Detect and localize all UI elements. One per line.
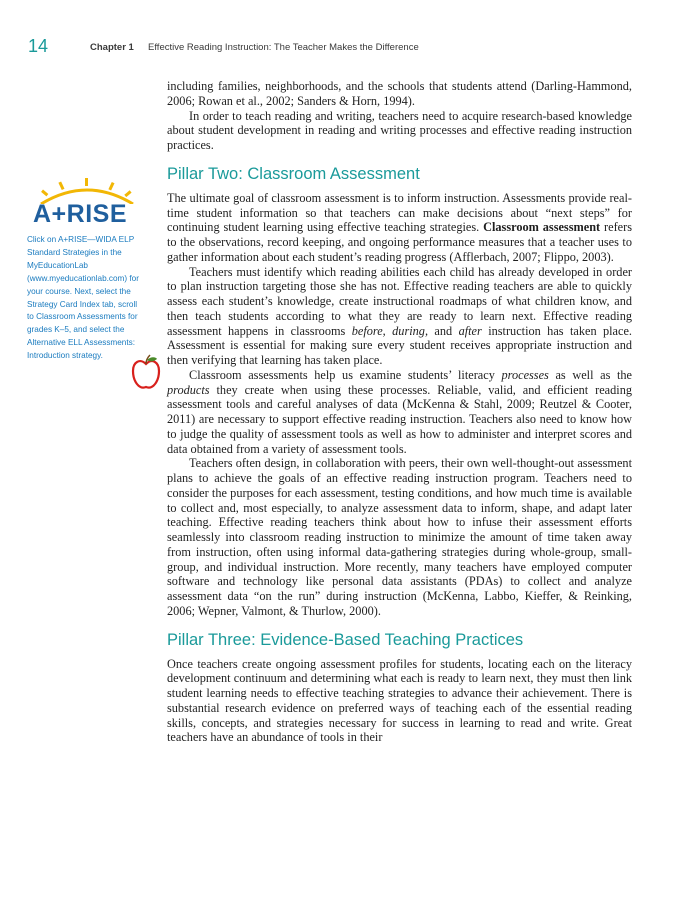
logo-text: A+RISE	[33, 200, 128, 228]
chapter-label: Chapter 1	[90, 42, 134, 53]
emphasis: products	[167, 382, 210, 397]
text-run: as well as the	[548, 367, 632, 382]
pillar-two-paragraph-3	[167, 368, 632, 457]
text-run: they create when using these processes. Reliable, valid, and efficient reading assessment tools and careful analyses of data (McKenna & Stahl, 2009; Reutzel & Cooter, 2011) are necessary to support effective reading instruction. Teachers also need to know how to judge the quality of assessment tools as well as how to administer and interpret scores and data obtained from a variety of assessment tools.	[167, 382, 632, 456]
pillar-two-paragraph-2	[167, 265, 632, 368]
text-run: refers to the observations, record keeping, and ongoing performance measures that a teacher uses to gather information about each student’s reading progress (Afflerbach, 2007; Flippo, 2003).	[167, 220, 632, 264]
emphasis: after	[458, 323, 482, 338]
key-term: Classroom assessment	[483, 220, 601, 235]
sidebar-note: Click on A+RISE—WIDA ELP Standard Strategies in the MyEducationLab (www.myeducationlab.com) for your course. Next, select the Strategy Card Index tab, scroll to Classroom Assessments for grades K–5, and select the Alternative ELL Assessments: Introduction strategy.	[27, 235, 139, 361]
pillar-three-paragraph-1: Once teachers create ongoing assessment profiles for students, locating each on the literacy development continuum and determining what each is ready to learn next, they must then link student learning needs to effective teaching strategies to advance their achievement. There is substantial research evidence on preferred ways of teaching each of the essential reading skills, concepts, and strategies necessary for success in learning to read and write. Great teachers have an abundance of tools in their	[167, 656, 632, 745]
intro-paragraph-1: including families, neighborhoods, and the schools that students attend (Darling-Hammond, 2006; Rowan et al., 2002; Sanders & Horn, 1994).	[167, 79, 632, 108]
sidebar-callout	[27, 178, 155, 363]
pillar-two-paragraph-1	[167, 191, 632, 265]
page-number: 14	[28, 36, 49, 56]
text-run: The ultimate goal of classroom assessment is to inform instruction. Assessments provide real-time student information so that teachers can make decisions about “next steps” for continuing student learning using effective teaching strategies.	[167, 190, 632, 235]
pillar-two-heading: Pillar Two: Classroom Assessment	[167, 164, 420, 183]
intro-paragraph-2: In order to teach reading and writing, teachers need to acquire research-based knowledge about student development in reading and writing processes and effective reading instruction practices.	[167, 108, 632, 152]
pillar-two-paragraph-4: Teachers often design, in collaboration with peers, their own well-thought-out assessment plans to achieve the goals of an effective reading instruction program. Teachers need to consider the purposes for each assessment, testing conditions, and how much time is available to collect and, most especially, to analyze assessment data to inform, shape, and adapt later teaching. Effective reading teachers think about how to infuse their assessment efforts seamlessly into classroom reading instruction to minimize the amount of time taken away from instruction, often using informal data-gathering strategies during whole-group, small-group, and individual instruction. More recently, many teachers have employed computer software and technology like personal data assistants (PDAs) to collect and analyze assessment data “on the run” during instruction (McKenna, Labbo, Kieffer, & Reinking, 2006; Wepner, Valmont, & Thurlow, 2000).	[167, 456, 632, 618]
pillar-three-heading: Pillar Three: Evidence-Based Teaching Practices	[167, 630, 524, 649]
arise-logo[interactable]	[27, 178, 147, 230]
text-run: Classroom assessments help us examine students’ literacy	[189, 367, 502, 382]
emphasis: before, during,	[351, 323, 429, 338]
text-run: Teachers must identify which reading abilities each child has already developed in order to plan instruction targeting those she has not. Effective reading teachers are able to quickly assess each student’s knowledge, create instructional roadmaps of what children know, and then teach students according to what they are ready to learn next. Effective reading assessment happens in classrooms	[167, 264, 632, 338]
page-header	[28, 36, 649, 60]
emphasis: processes	[501, 367, 549, 382]
text-run: and	[428, 323, 459, 338]
main-text	[167, 79, 632, 745]
text-run: instruction has taken place. Assessment is essential for making sure every student receives appropriate instruction and then verifying that learning has taken place.	[167, 323, 632, 367]
apple-icon	[131, 354, 161, 392]
chapter-title: Effective Reading Instruction: The Teacher Makes the Difference	[148, 42, 419, 53]
